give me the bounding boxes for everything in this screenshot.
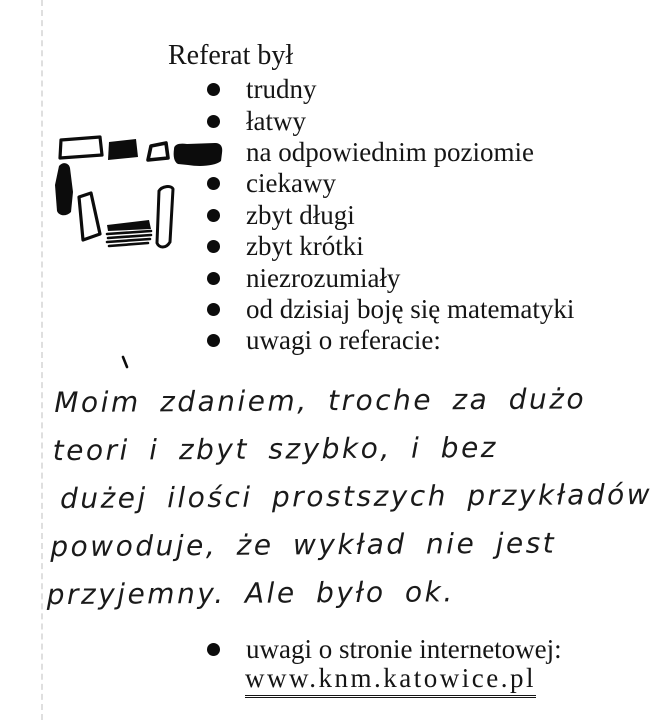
option-row: [207, 200, 574, 231]
option-label: niezrozumiały: [246, 262, 401, 293]
handwritten-line: Moim zdaniem, troche za dużo: [54, 382, 587, 420]
pen-mark-large-filled-rectangle-icon: [174, 143, 223, 166]
website-question-label: uwagi o stronie internetowej:: [246, 633, 562, 664]
website-url: www.knm.katowice.pl: [245, 663, 536, 698]
pen-mark-scribble-rectangle-icon: [107, 220, 151, 246]
pen-mark-slanted-box-icon: [79, 193, 100, 240]
option-row: [207, 168, 574, 199]
option-label: zbyt długi: [246, 199, 355, 230]
pen-mark-vertical-blob-icon: [55, 163, 73, 215]
option-label: zbyt krótki: [246, 231, 364, 262]
option-label: uwagi o referacie:: [246, 325, 441, 356]
option-row: [207, 294, 574, 325]
bullet-icon: [207, 272, 220, 285]
bullet-icon: [207, 115, 220, 128]
option-row: [207, 262, 574, 293]
handwritten-line: powoduje, że wykład nie jest: [50, 526, 557, 564]
pen-mark-small-tick-icon: [116, 353, 136, 373]
pen-doodles: [45, 130, 235, 260]
option-row: [207, 231, 574, 262]
handwritten-line: teori i zbyt szybko, i bez: [52, 430, 499, 468]
handwritten-line: dużej ilości prostszych przykładów: [59, 477, 653, 516]
option-row: [207, 105, 574, 136]
scan-edge-artifact: [41, 0, 43, 720]
pen-mark-outlined-rectangle-icon: [60, 137, 102, 158]
option-row: [207, 74, 574, 105]
option-label: od dzisiaj boję się matematyki: [246, 293, 575, 324]
survey-title: Referat był: [168, 40, 294, 71]
handwritten-line: przyjemny. Ale było ok.: [46, 575, 455, 612]
option-label: łatwy: [246, 105, 306, 136]
bullet-icon: [207, 83, 220, 96]
website-question-row: [207, 633, 562, 665]
bullet-icon: [207, 643, 220, 656]
bullet-icon: [207, 334, 220, 347]
handwritten-comment: [47, 375, 653, 619]
bullet-icon: [207, 303, 220, 316]
option-row: [207, 325, 574, 356]
option-label: trudny: [246, 74, 317, 105]
option-label: na odpowiednim poziomie: [246, 136, 534, 167]
option-label: ciekawy: [246, 168, 336, 199]
option-row: [207, 137, 574, 168]
pen-mark-small-square-icon: [148, 143, 168, 160]
pen-mark-filled-rectangle-icon: [108, 139, 138, 160]
option-list: [207, 74, 574, 357]
pen-mark-tall-narrow-outline-icon: [157, 187, 173, 247]
